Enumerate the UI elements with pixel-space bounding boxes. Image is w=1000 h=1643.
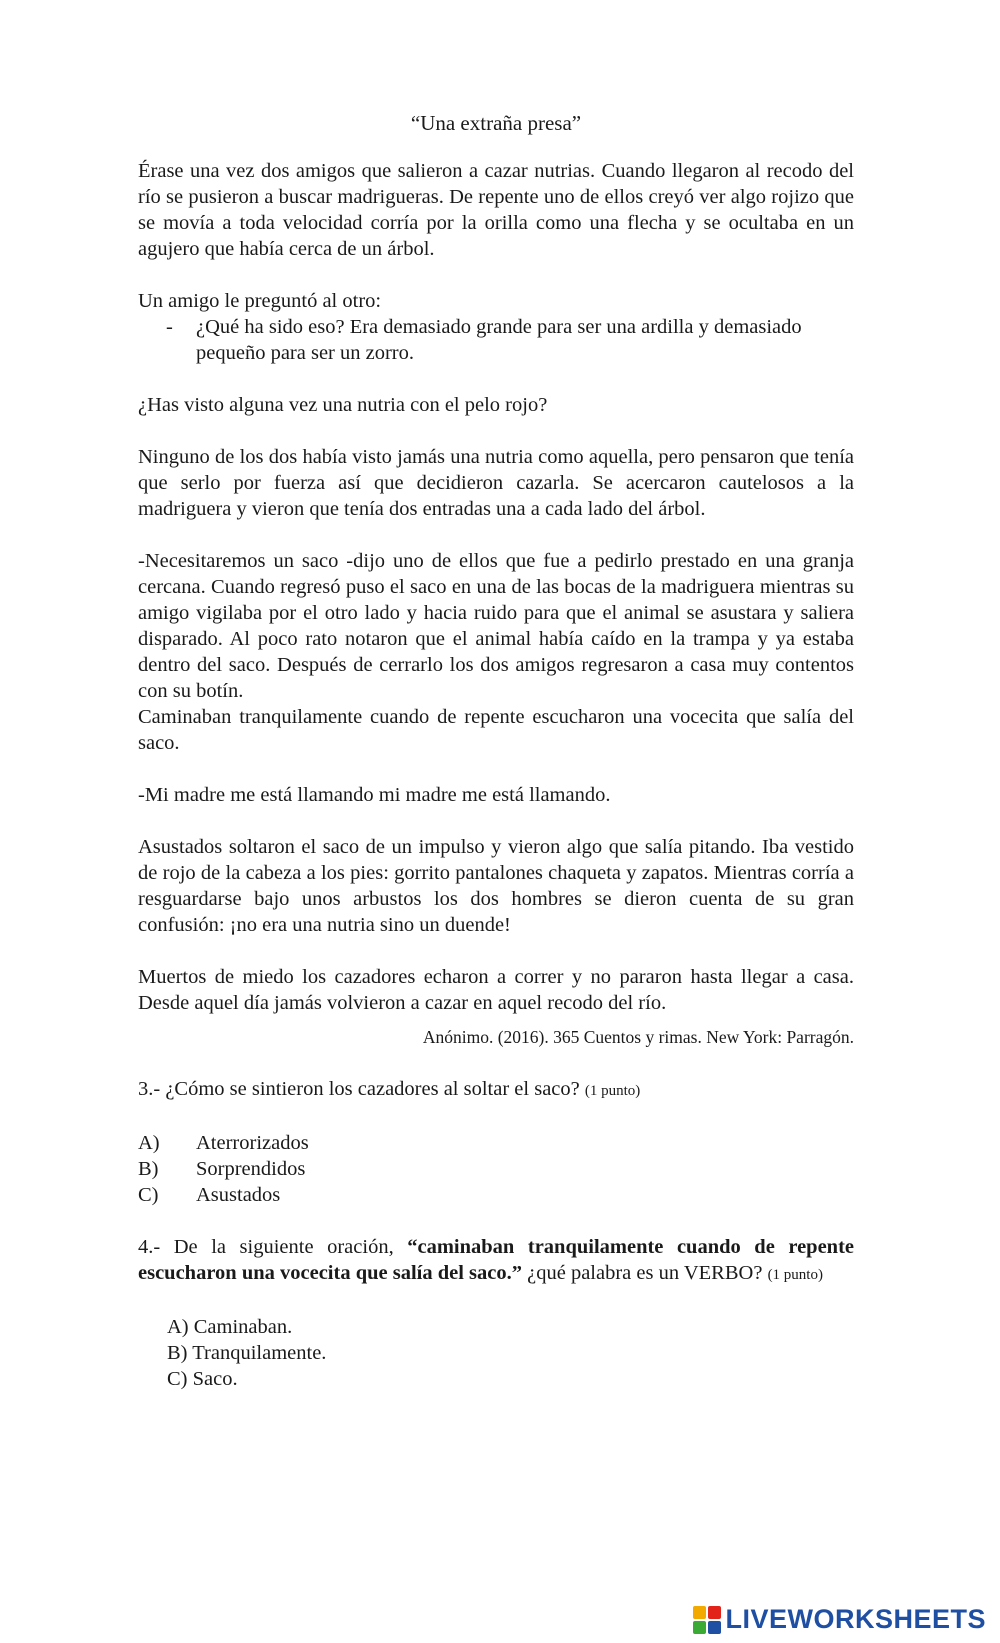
story-paragraph-6: Caminaban tranquilamente cuando de repente escucharon una vocecita que salía del saco. [138,706,854,754]
option-text: Asustados [196,1184,281,1206]
brand-name: LIVEWORKSHEETS [725,1604,986,1634]
option-row[interactable] [138,1156,854,1182]
question-4-text-before: 4.- De la siguiente oración, [138,1236,408,1258]
option-row[interactable] [138,1130,854,1156]
question-4 [138,1234,854,1288]
option-row[interactable] [138,1182,854,1208]
option-text: Sorprendidos [196,1158,306,1180]
liveworksheets-logo-icon [693,1606,721,1634]
story-paragraph-1: Érase una vez dos amigos que salieron a cazar nutrias. Cuando llegaron al recodo del río se pusieron a buscar madrigueras. De repente uno de ellos creyó ver algo rojizo que se movía a toda velocidad corría por la orilla como una flecha y se ocultaba en un agujero que había cerca de un árbol. [138,160,854,260]
question-4-options [138,1314,854,1392]
worksheet-page [138,110,854,1392]
liveworksheets-brand[interactable] [693,1604,986,1635]
question-4-points: (1 punto) [767,1267,823,1283]
dialogue-dash: - [166,316,173,338]
citation: Anónimo. (2016). 365 Cuentos y rimas. New York: Parragón. [422,1027,854,1047]
option-row[interactable]: B) Tranquilamente. [167,1342,327,1364]
option-row[interactable]: C) Saco. [167,1368,238,1390]
option-letter: C) [138,1184,159,1206]
story-paragraph-8: Asustados soltaron el saco de un impulso y vieron algo que salía pitando. Iba vestido de rojo de la cabeza a los pies: gorrito pantalones chaqueta y zapatos. Mientras corría a resguardarse bajo unos arbustos los dos hombres se dieron cuenta de su gran confusión: ¡no era una nutria sino un duende! [138,836,854,936]
story-paragraph-7: -Mi madre me está llamando mi madre me está llamando. [138,784,611,806]
dialogue-line [138,314,854,366]
story-title: “Una extraña presa” [410,111,582,135]
question-3-options [138,1130,854,1208]
story-paragraph-5: -Necesitaremos un saco -dijo uno de ellos que fue a pedirlo prestado en una granja cercana. Cuando regresó puso el saco en una de las bocas de la madriguera mientras su amigo vigilaba por el otro lado y hacia ruido para que el animal se asustara y saliera disparado. Al poco rato notaron que el animal había caído en la trampa y ya estaba dentro del saco. Después de cerrarlo los dos amigos regresaron a casa muy contentos con su botín. [138,550,854,702]
question-3 [138,1076,854,1104]
question-4-quote: “caminaban tranquilamente cuando de repente escucharon una vocecita que salía del saco.” [138,1236,854,1284]
option-letter: B) [138,1158,159,1180]
story-paragraph-4: Ninguno de los dos había visto jamás una nutria como aquella, pero pensaron que tenía que serlo por fuerza así que decidieron cazarla. Se acercaron cautelosos a la madriguera y vieron que tenía dos entradas una a cada lado del árbol. [138,446,854,520]
question-3-text: 3.- ¿Cómo se sintieron los cazadores al soltar el saco? [138,1078,580,1100]
question-4-text-after: ¿qué palabra es un VERBO? [522,1262,763,1284]
option-text: Aterrorizados [196,1132,309,1154]
question-3-points: (1 punto) [584,1083,641,1099]
story-paragraph-2-intro: Un amigo le preguntó al otro: [138,290,382,312]
option-row[interactable]: A) Caminaban. [167,1316,293,1338]
story-paragraph-3: ¿Has visto alguna vez una nutria con el pelo rojo? [138,394,548,416]
dialogue-text: ¿Qué ha sido eso? Era demasiado grande para ser una ardilla y demasiado pequeño para ser un zorro. [196,316,802,364]
option-letter: A) [138,1132,160,1154]
story-paragraph-9: Muertos de miedo los cazadores echaron a correr y no pararon hasta llegar a casa. Desde aquel día jamás volvieron a cazar en aquel recodo del río. [138,966,854,1014]
